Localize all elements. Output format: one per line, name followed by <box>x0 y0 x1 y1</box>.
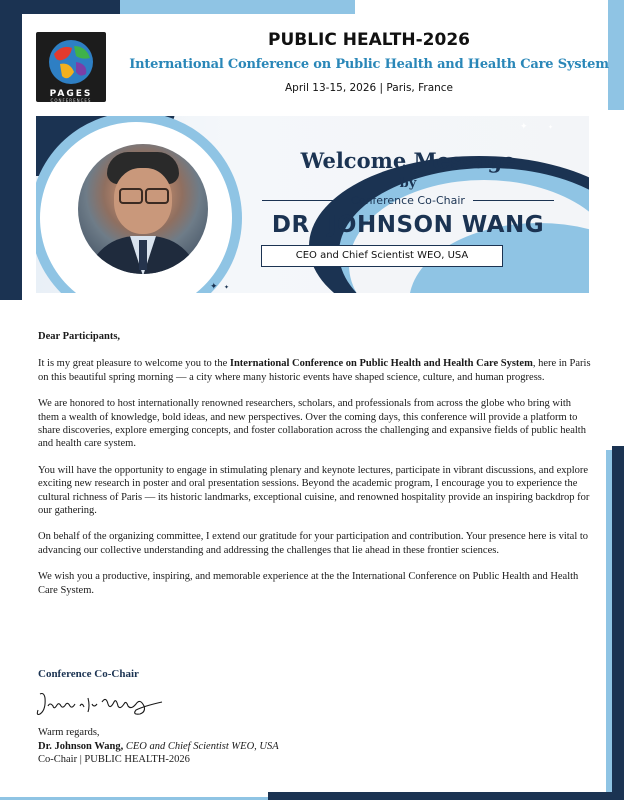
conference-date-location: April 13-15, 2026 | Paris, France <box>284 82 454 94</box>
logo-subtext: CONFERENCES <box>50 98 92 102</box>
welcome-by: by <box>399 176 417 191</box>
paragraph-4: On behalf of the organizing committee, I extend our gratitude for your participation and contribution. Your presence here is vital to advancing our collective understanding and addressing the challenges that lie ahead in these frontier sciences. <box>38 531 589 556</box>
signer-title: CEO and Chief Scientist WEO, USA <box>123 740 279 752</box>
role-row <box>262 194 554 207</box>
frame-bottom-bar <box>268 792 624 800</box>
sparkle-icon: ✦ <box>224 285 230 291</box>
paragraph-3: You will have the opportunity to engage in stimulating plenary and keynote lectures, participate in vibrant discussions, and explore exciting new research in poster and oral presentation sessions. Beyond the academic program, I encourage you to experience the cultural richness of Paris — its historic landmarks, exceptional cuisine, and renowned hospitality provide an inspiring backdrop for our gathering. <box>38 464 590 517</box>
signer-affiliation: Co-Chair | PUBLIC HEALTH-2026 <box>38 754 190 766</box>
letter-body <box>38 330 594 610</box>
speaker-name: DR. JOHNSON WANG <box>271 212 545 238</box>
sparkle-icon: ✦ <box>520 121 528 131</box>
signer-name: Dr. Johnson Wang, <box>38 740 124 752</box>
sparkle-icon: ✦ <box>210 281 218 291</box>
closing-line: Warm regards, <box>38 727 100 738</box>
closing-block <box>38 726 438 767</box>
paragraph-5: We wish you a productive, inspiring, and memorable experience at the the International Conference on Public Health and Health Care System. <box>38 571 579 596</box>
signature-image <box>36 688 166 720</box>
frame-bottom-right-bar <box>612 446 624 800</box>
greeting: Dear Participants, <box>38 331 121 342</box>
conference-name-bold: International Conference on Public Health and Health Care System <box>229 358 533 370</box>
frame-top-accent-dark <box>0 0 120 14</box>
frame-top-left-bar <box>0 0 22 300</box>
logo-text: PAGES <box>49 89 93 99</box>
portrait-photo <box>78 144 208 274</box>
conference-short-title: PUBLIC HEALTH-2026 <box>268 30 470 50</box>
divider-right <box>473 200 554 201</box>
role-label: Conference Co-Chair <box>351 194 465 207</box>
conference-full-title: International Conference on Public Health and Health Care System <box>129 57 609 72</box>
paragraph-2: We are honored to host internationally renowned researchers, scholars, and professionals from across the globe who bring with them a wealth of knowledge, bold ideas, and new perspectives. Over the coming days, this conference will provide a platform to share discoveries, explore emerging concepts, and foster collaboration across the challenging and expansive fields of public health and health care system. <box>38 398 586 450</box>
welcome-heading: Welcome Message <box>300 148 516 173</box>
pages-logo <box>36 32 106 102</box>
signoff-role: Conference Co-Chair <box>38 668 139 680</box>
sparkle-icon: ✦ <box>548 125 554 131</box>
signer-line <box>38 740 438 754</box>
divider-left <box>262 200 343 201</box>
paragraph-1: It is my great pleasure to welcome you to the International Conference on Public Health and Health Care System, here in Paris on this beautiful spring morning — a city where many historic events have shaped science, culture, and human progress. <box>38 358 591 383</box>
speaker-position-box: CEO and Chief Scientist WEO, USA <box>261 245 503 267</box>
welcome-banner <box>36 116 589 293</box>
frame-right-accent <box>606 450 612 800</box>
